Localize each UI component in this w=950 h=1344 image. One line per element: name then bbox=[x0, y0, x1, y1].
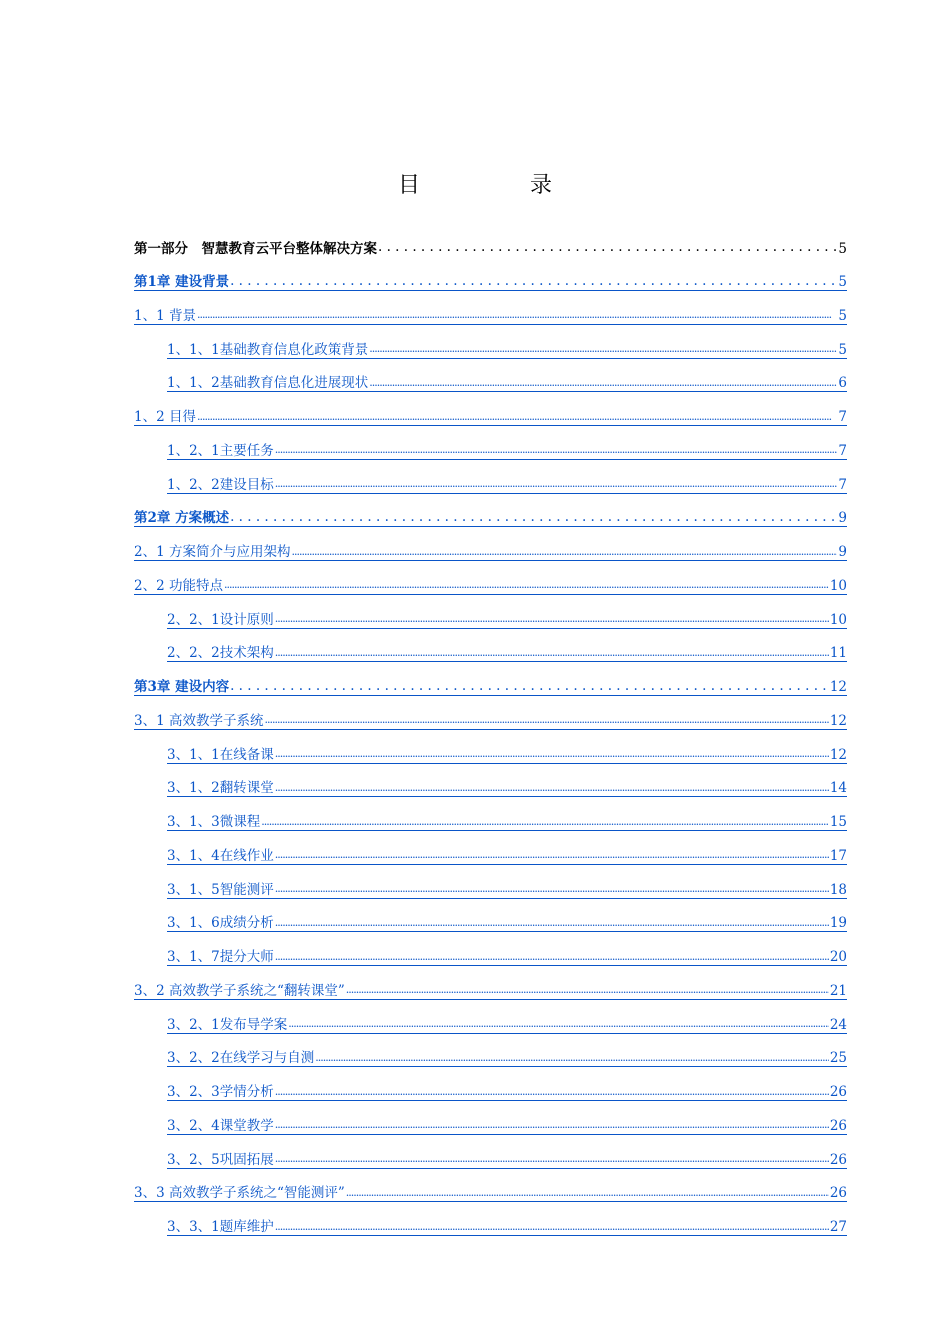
toc-entry[interactable] bbox=[134, 399, 847, 433]
toc-dot-leader bbox=[275, 880, 829, 894]
toc-dot-leader bbox=[275, 914, 829, 928]
toc-entry-label: 3、1、1在线备课 bbox=[167, 746, 274, 763]
toc-entry-label: 3、1、3微课程 bbox=[167, 814, 261, 831]
toc-entry-label: 3、3 高效教学子系统之“智能测评” bbox=[134, 1185, 345, 1202]
table-of-contents bbox=[134, 230, 847, 1243]
toc-entry-label: 2、1 方案简介与应用架构 bbox=[134, 544, 291, 561]
toc-dot-leader bbox=[288, 1015, 829, 1029]
toc-entry[interactable] bbox=[134, 838, 847, 872]
toc-entry-link[interactable] bbox=[167, 844, 847, 865]
toc-page-number: 24 bbox=[829, 1016, 847, 1033]
toc-page-number: 6 bbox=[838, 375, 847, 392]
toc-dot-leader bbox=[315, 1049, 829, 1063]
toc-entry-label: 3、1、7提分大师 bbox=[167, 949, 274, 966]
toc-entry[interactable] bbox=[134, 939, 847, 973]
toc-entry[interactable] bbox=[134, 568, 847, 602]
toc-entry-label: 第2章 方案概述 bbox=[134, 510, 230, 527]
toc-page-number: 18 bbox=[829, 881, 847, 898]
toc-page-number: 12 bbox=[829, 746, 847, 763]
toc-entry-link[interactable] bbox=[134, 405, 847, 426]
toc-entry-label: 1、1、1基础教育信息化政策背景 bbox=[167, 341, 369, 358]
toc-entry-link[interactable] bbox=[167, 439, 847, 460]
toc-dot-leader bbox=[261, 813, 829, 827]
toc-page-number: 26 bbox=[829, 1185, 847, 1202]
toc-entry-link[interactable] bbox=[167, 1080, 847, 1101]
toc-dot-leader bbox=[230, 509, 837, 523]
toc-dot-leader bbox=[346, 981, 829, 995]
toc-entry-link[interactable] bbox=[167, 1013, 847, 1034]
toc-entry-label: 3、1、2翻转课堂 bbox=[167, 780, 274, 797]
toc-dot-leader bbox=[275, 475, 838, 489]
toc-page-number: 25 bbox=[829, 1050, 847, 1067]
toc-page-number: 10 bbox=[829, 611, 847, 628]
toc-entry[interactable] bbox=[134, 365, 847, 399]
toc-page-number: 9 bbox=[838, 544, 847, 561]
toc-entry[interactable] bbox=[134, 1074, 847, 1108]
toc-page-number: 19 bbox=[829, 915, 847, 932]
toc-page-number: 26 bbox=[829, 1084, 847, 1101]
toc-dot-leader bbox=[378, 239, 837, 253]
toc-entry-label: 2、2 功能特点 bbox=[134, 577, 223, 594]
toc-entry-link[interactable] bbox=[167, 641, 847, 662]
toc-page-number: 7 bbox=[838, 476, 847, 493]
toc-entry-label: 第3章 建设内容 bbox=[134, 679, 230, 696]
toc-entry-link[interactable] bbox=[167, 608, 847, 629]
toc-entry[interactable] bbox=[134, 736, 847, 770]
toc-page-number: 5 bbox=[838, 307, 847, 324]
toc-entry-link[interactable] bbox=[167, 878, 847, 899]
toc-page-number: 5 bbox=[838, 274, 847, 291]
toc-page-number: 5 bbox=[838, 341, 847, 358]
toc-page-number: 5 bbox=[838, 240, 847, 257]
toc-dot-leader bbox=[275, 779, 829, 793]
toc-entry-link[interactable] bbox=[134, 574, 847, 595]
toc-entry-label: 2、2、1设计原则 bbox=[167, 611, 274, 628]
toc-page-number: 12 bbox=[829, 712, 847, 729]
toc-entry-link[interactable] bbox=[134, 270, 847, 291]
toc-entry-label: 3、2、2在线学习与自测 bbox=[167, 1050, 315, 1067]
toc-page-number: 17 bbox=[829, 847, 847, 864]
toc-entry-link[interactable] bbox=[167, 810, 847, 831]
toc-entry-link[interactable] bbox=[167, 1148, 847, 1169]
toc-dot-leader bbox=[275, 644, 829, 658]
toc-entry-link[interactable] bbox=[167, 1114, 847, 1135]
toc-dot-leader bbox=[369, 374, 837, 388]
toc-entry-label: 第一部分 智慧教育云平台整体解决方案 bbox=[134, 240, 377, 257]
toc-dot-leader bbox=[197, 306, 837, 320]
toc-dot-leader bbox=[224, 576, 829, 590]
toc-dot-leader bbox=[197, 408, 837, 422]
toc-entry-label: 1、2、1主要任务 bbox=[167, 442, 274, 459]
toc-page-number: 7 bbox=[838, 442, 847, 459]
toc-entry-label: 3、1 高效教学子系统 bbox=[134, 712, 264, 729]
toc-entry[interactable] bbox=[134, 669, 847, 703]
toc-entry-label: 3、2 高效教学子系统之“翻转课堂” bbox=[134, 982, 345, 999]
toc-entry-label: 1、2 目得 bbox=[134, 409, 196, 426]
toc-entry-label: 3、2、5巩固拓展 bbox=[167, 1151, 274, 1168]
toc-entry[interactable] bbox=[134, 433, 847, 467]
toc-page-number: 20 bbox=[829, 949, 847, 966]
toc-entry[interactable] bbox=[134, 1209, 847, 1243]
toc-dot-leader bbox=[275, 441, 838, 455]
toc-dot-leader bbox=[275, 610, 829, 624]
toc-entry-label: 第1章 建设背景 bbox=[134, 274, 230, 291]
toc-dot-leader bbox=[275, 1218, 829, 1232]
toc-dot-leader bbox=[264, 711, 828, 725]
toc-dot-leader bbox=[291, 543, 837, 557]
toc-entry-label: 3、3、1题库维护 bbox=[167, 1219, 274, 1236]
toc-dot-leader bbox=[230, 273, 837, 287]
toc-entry[interactable] bbox=[134, 1040, 847, 1074]
toc-entry-link[interactable] bbox=[134, 1181, 847, 1202]
toc-entry-link[interactable] bbox=[167, 1046, 847, 1067]
toc-entry-link[interactable] bbox=[134, 506, 847, 527]
toc-entry[interactable] bbox=[134, 264, 847, 298]
toc-entry[interactable] bbox=[134, 230, 847, 264]
toc-entry-label: 1、1、2基础教育信息化进展现状 bbox=[167, 375, 369, 392]
toc-entry-label: 2、2、2技术架构 bbox=[167, 645, 274, 662]
toc-entry[interactable] bbox=[134, 1141, 847, 1175]
toc-entry-label: 1、2、2建设目标 bbox=[167, 476, 274, 493]
toc-dot-leader bbox=[230, 678, 829, 692]
toc-entry-link[interactable] bbox=[134, 979, 847, 1000]
toc-page-number: 11 bbox=[829, 645, 847, 662]
toc-page-number: 12 bbox=[829, 679, 847, 696]
toc-entry[interactable] bbox=[134, 466, 847, 500]
toc-entry-link[interactable] bbox=[134, 304, 847, 325]
toc-entry-label: 3、2、3学情分析 bbox=[167, 1084, 274, 1101]
toc-dot-leader bbox=[275, 1116, 829, 1130]
toc-entry-link[interactable] bbox=[167, 945, 847, 966]
toc-entry[interactable] bbox=[134, 298, 847, 332]
toc-entry-link[interactable] bbox=[134, 709, 847, 730]
toc-entry-label: 1、1 背景 bbox=[134, 307, 196, 324]
toc-entry-link[interactable] bbox=[167, 911, 847, 932]
toc-page-number: 26 bbox=[829, 1151, 847, 1168]
toc-entry[interactable] bbox=[134, 601, 847, 635]
toc-entry[interactable] bbox=[134, 770, 847, 804]
toc-page-number: 21 bbox=[829, 982, 847, 999]
toc-entry[interactable] bbox=[134, 500, 847, 534]
toc-page-number: 15 bbox=[829, 814, 847, 831]
toc-entry[interactable] bbox=[134, 534, 847, 568]
toc-dot-leader bbox=[369, 340, 837, 354]
toc-entry[interactable] bbox=[134, 804, 847, 838]
toc-entry-link[interactable] bbox=[167, 338, 847, 359]
toc-entry-link[interactable] bbox=[167, 371, 847, 392]
toc-entry[interactable] bbox=[134, 973, 847, 1007]
toc-entry-label: 3、2、4课堂教学 bbox=[167, 1117, 274, 1134]
toc-dot-leader bbox=[275, 846, 829, 860]
toc-entry-link[interactable] bbox=[134, 675, 847, 696]
toc-entry-link[interactable] bbox=[134, 237, 847, 257]
toc-entry-label: 3、2、1发布导学案 bbox=[167, 1016, 288, 1033]
toc-entry[interactable] bbox=[134, 871, 847, 905]
toc-page-number: 27 bbox=[829, 1219, 847, 1236]
toc-entry[interactable] bbox=[134, 703, 847, 737]
toc-page-number: 26 bbox=[829, 1117, 847, 1134]
toc-dot-leader bbox=[275, 948, 829, 962]
toc-title: 目 录 bbox=[397, 173, 596, 198]
toc-entry[interactable] bbox=[134, 331, 847, 365]
toc-dot-leader bbox=[275, 1150, 829, 1164]
toc-entry[interactable] bbox=[134, 1006, 847, 1040]
toc-entry-link[interactable] bbox=[134, 540, 847, 561]
toc-dot-leader bbox=[346, 1184, 829, 1198]
toc-entry-link[interactable] bbox=[167, 776, 847, 797]
toc-entry[interactable] bbox=[134, 1175, 847, 1209]
toc-entry-label: 3、1、6成绩分析 bbox=[167, 915, 274, 932]
toc-entry-label: 3、1、5智能测评 bbox=[167, 881, 274, 898]
toc-entry-link[interactable] bbox=[167, 1215, 847, 1236]
toc-dot-leader bbox=[275, 745, 829, 759]
toc-entry-label: 3、1、4在线作业 bbox=[167, 847, 274, 864]
toc-page-number: 7 bbox=[838, 409, 847, 426]
toc-dot-leader bbox=[275, 1083, 829, 1097]
toc-page-number: 10 bbox=[829, 577, 847, 594]
toc-page-number: 9 bbox=[838, 510, 847, 527]
toc-entry-link[interactable] bbox=[167, 473, 847, 494]
toc-entry-link[interactable] bbox=[167, 743, 847, 764]
toc-entry[interactable] bbox=[134, 1108, 847, 1142]
toc-entry[interactable] bbox=[134, 905, 847, 939]
toc-page-number: 14 bbox=[829, 780, 847, 797]
toc-entry[interactable] bbox=[134, 635, 847, 669]
